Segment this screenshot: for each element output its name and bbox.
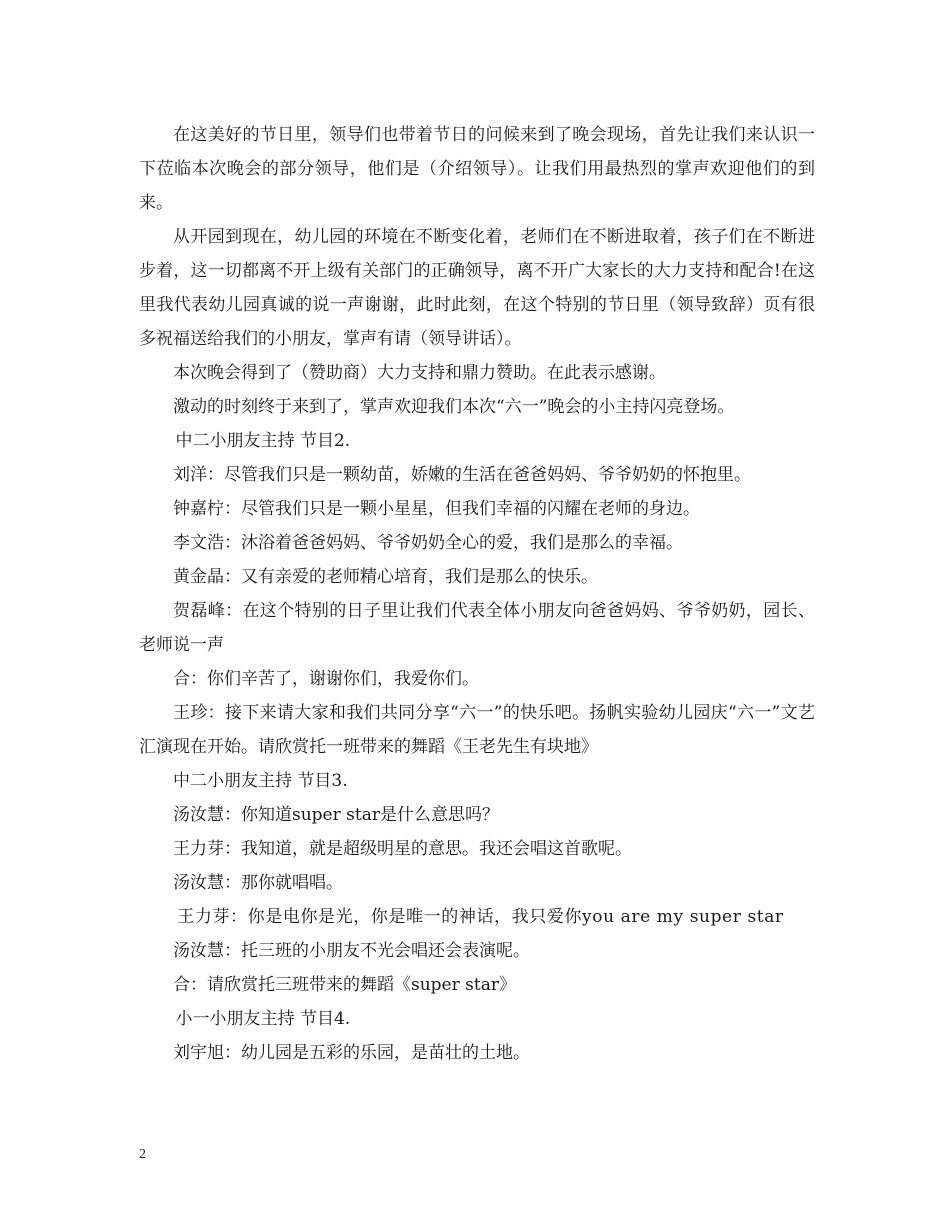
program-heading: 中二小朋友主持 节目2. xyxy=(175,431,351,451)
dialogue-line: 李文浩：沐浴着爸爸妈妈、爷爷奶奶全心的爱，我们是那么的幸福。 xyxy=(173,533,683,553)
page-number: 2 xyxy=(139,1147,146,1162)
dialogue-line: 汤汝慧：那你就唱唱。 xyxy=(173,873,343,893)
program-heading: 小一小朋友主持 节目4. xyxy=(175,1009,351,1029)
dialogue-line: 刘宇旭：幼儿园是五彩的乐园，是苗壮的土地。 xyxy=(173,1043,530,1063)
paragraph-thanks: 从开园到现在，幼儿园的环境在不断变化着，老师们在不断进取着，孩子们在不断进步着，这一切都离不开上级有关部门的正确领导，离不开广大家长的大力支持和配合!在这里我代表幼儿园真诚的说一声谢谢，此时此刻，在这个特别的节日里（领导致辞）页有很多祝福送给我们的小朋友，掌声有请（领导讲话）。 xyxy=(139,227,815,349)
paragraph-welcome-leaders: 在这美好的节日里，领导们也带着节日的问候来到了晚会现场，首先让我们来认识一下莅临本次晚会的部分领导，他们是（介绍领导）。让我们用最热烈的掌声欢迎他们的到来。 xyxy=(139,125,815,213)
dialogue-line: 钟嘉柠：尽管我们只是一颗小星星，但我们幸福的闪耀在老师的身边。 xyxy=(173,499,700,519)
dialogue-line: 汤汝慧：托三班的小朋友不光会唱还会表演呢。 xyxy=(173,941,530,961)
dialogue-line: 刘洋：尽管我们只是一颗幼苗，娇嫩的生活在爸爸妈妈、爷爷奶奶的怀抱里。 xyxy=(173,465,751,485)
dialogue-line: 王力芽：我知道，就是超级明星的意思。我还会唱这首歌呢。 xyxy=(173,839,632,859)
dialogue-line: 王力芽：你是电你是光，你是唯一的神话，我只爱你you are my super star xyxy=(177,907,784,927)
dialogue-line: 黄金晶：又有亲爱的老师精心培育，我们是那么的快乐。 xyxy=(173,567,598,587)
document-body xyxy=(139,118,815,1070)
dialogue-line: 王珍：接下来请大家和我们共同分享“六一”的快乐吧。扬帆实验幼儿园庆“六一”文艺汇演现在开始。请欣赏托一班带来的舞蹈《王老先生有块地》 xyxy=(139,703,815,757)
dialogue-line: 合：请欣赏托三班带来的舞蹈《super star》 xyxy=(173,975,516,995)
paragraph-sponsor: 本次晚会得到了（赞助商）大力支持和鼎力赞助。在此表示感谢。 xyxy=(173,363,666,383)
dialogue-line: 贺磊峰：在这个特别的日子里让我们代表全体小朋友向爸爸妈妈、爷爷奶奶，园长、老师说一声 xyxy=(139,601,815,655)
paragraph-hosts-intro: 激动的时刻终于来到了，掌声欢迎我们本次“六一”晚会的小主持闪亮登场。 xyxy=(173,397,735,417)
dialogue-line: 合：你们辛苦了，谢谢你们，我爱你们。 xyxy=(173,669,479,689)
program-heading: 中二小朋友主持 节目3. xyxy=(173,771,348,791)
dialogue-line: 汤汝慧：你知道super star是什么意思吗？ xyxy=(173,805,499,825)
